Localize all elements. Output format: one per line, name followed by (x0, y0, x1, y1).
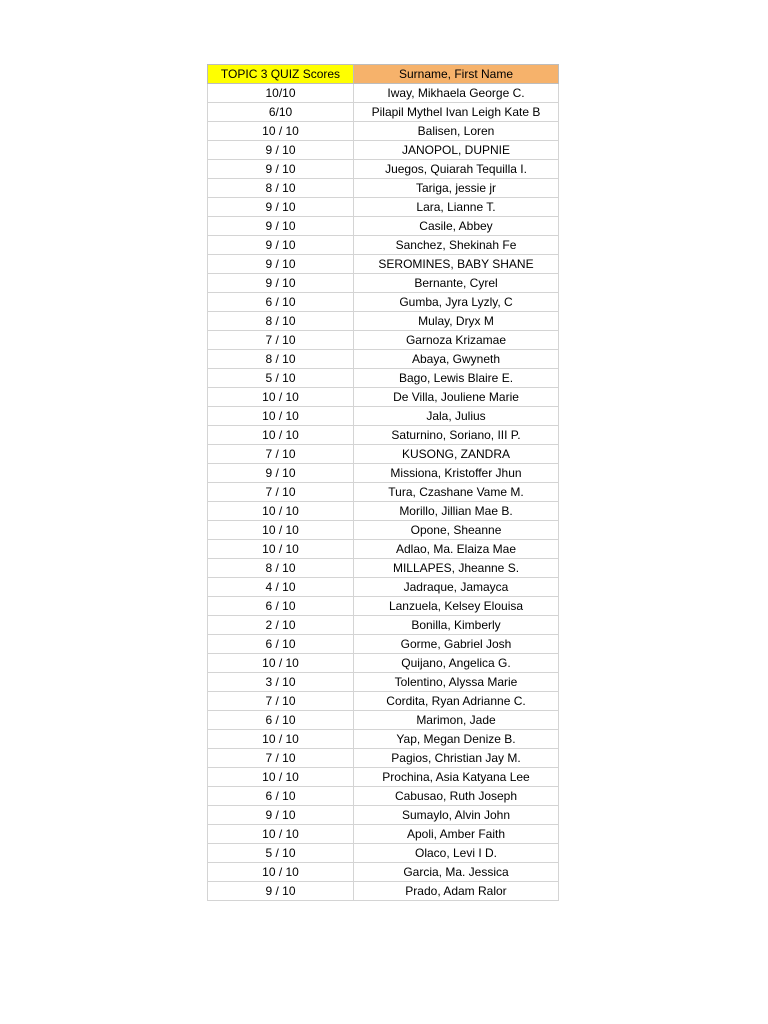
score-cell[interactable]: 10/10 (208, 84, 354, 103)
score-cell[interactable]: 8 / 10 (208, 179, 354, 198)
table-row (208, 578, 559, 597)
name-cell[interactable]: Prado, Adam Ralor (354, 882, 559, 901)
table-row (208, 84, 559, 103)
table-row (208, 692, 559, 711)
name-cell[interactable]: Lanzuela, Kelsey Elouisa (354, 597, 559, 616)
table-row (208, 597, 559, 616)
table-row (208, 274, 559, 293)
score-cell[interactable]: 10 / 10 (208, 521, 354, 540)
table-row (208, 464, 559, 483)
table-row (208, 711, 559, 730)
table-row (208, 654, 559, 673)
score-cell[interactable]: 9 / 10 (208, 464, 354, 483)
table-row (208, 312, 559, 331)
name-cell[interactable]: SEROMINES, BABY SHANE (354, 255, 559, 274)
score-cell[interactable]: 10 / 10 (208, 426, 354, 445)
score-cell[interactable]: 9 / 10 (208, 274, 354, 293)
score-cell[interactable]: 6 / 10 (208, 293, 354, 312)
table-row (208, 293, 559, 312)
table-row (208, 407, 559, 426)
name-cell[interactable]: KUSONG, ZANDRA (354, 445, 559, 464)
name-cell[interactable]: Sumaylo, Alvin John (354, 806, 559, 825)
name-cell[interactable]: Sanchez, Shekinah Fe (354, 236, 559, 255)
name-cell[interactable]: Lara, Lianne T. (354, 198, 559, 217)
name-cell[interactable]: Bonilla, Kimberly (354, 616, 559, 635)
score-cell[interactable]: 10 / 10 (208, 407, 354, 426)
table-row (208, 483, 559, 502)
name-cell[interactable]: MILLAPES, Jheanne S. (354, 559, 559, 578)
quiz-scores-table (207, 64, 559, 901)
name-cell[interactable]: Yap, Megan Denize B. (354, 730, 559, 749)
table-row (208, 141, 559, 160)
score-cell[interactable]: 10 / 10 (208, 825, 354, 844)
score-cell[interactable]: 5 / 10 (208, 844, 354, 863)
score-cell[interactable]: 7 / 10 (208, 483, 354, 502)
score-cell[interactable]: 10 / 10 (208, 768, 354, 787)
table-row (208, 844, 559, 863)
score-cell[interactable]: 4 / 10 (208, 578, 354, 597)
score-cell[interactable]: 8 / 10 (208, 312, 354, 331)
score-cell[interactable]: 6 / 10 (208, 711, 354, 730)
name-cell[interactable]: Gorme, Gabriel Josh (354, 635, 559, 654)
table-row (208, 103, 559, 122)
name-cell[interactable]: Quijano, Angelica G. (354, 654, 559, 673)
table-row (208, 350, 559, 369)
table-row (208, 445, 559, 464)
table-row (208, 749, 559, 768)
name-cell[interactable]: Casile, Abbey (354, 217, 559, 236)
name-cell[interactable]: Abaya, Gwyneth (354, 350, 559, 369)
name-cell[interactable]: Bernante, Cyrel (354, 274, 559, 293)
name-cell[interactable]: Mulay, Dryx M (354, 312, 559, 331)
table-row (208, 635, 559, 654)
table-header (208, 65, 559, 84)
name-cell[interactable]: Gumba, Jyra Lyzly, C (354, 293, 559, 312)
table-row (208, 863, 559, 882)
table-row (208, 388, 559, 407)
score-cell[interactable]: 7 / 10 (208, 331, 354, 350)
table-row (208, 198, 559, 217)
name-cell[interactable]: Bago, Lewis Blaire E. (354, 369, 559, 388)
table-row (208, 426, 559, 445)
score-cell[interactable]: 10 / 10 (208, 730, 354, 749)
score-cell[interactable]: 10 / 10 (208, 654, 354, 673)
table-row (208, 521, 559, 540)
score-cell[interactable]: 6/10 (208, 103, 354, 122)
name-cell[interactable]: Missiona, Kristoffer Jhun (354, 464, 559, 483)
name-cell[interactable]: Adlao, Ma. Elaiza Mae (354, 540, 559, 559)
table-row (208, 882, 559, 901)
score-cell[interactable]: 6 / 10 (208, 597, 354, 616)
name-cell[interactable]: Prochina, Asia Katyana Lee (354, 768, 559, 787)
score-cell[interactable]: 6 / 10 (208, 635, 354, 654)
table-row (208, 673, 559, 692)
name-cell[interactable]: Apoli, Amber Faith (354, 825, 559, 844)
name-cell[interactable]: Garcia, Ma. Jessica (354, 863, 559, 882)
table-row (208, 217, 559, 236)
score-cell[interactable]: 6 / 10 (208, 787, 354, 806)
score-cell[interactable]: 9 / 10 (208, 255, 354, 274)
table-row (208, 806, 559, 825)
name-cell[interactable]: Iway, Mikhaela George C. (354, 84, 559, 103)
table-row (208, 255, 559, 274)
table-row (208, 768, 559, 787)
name-cell[interactable]: Juegos, Quiarah Tequilla I. (354, 160, 559, 179)
score-cell[interactable]: 9 / 10 (208, 806, 354, 825)
score-cell[interactable]: 9 / 10 (208, 141, 354, 160)
name-cell[interactable]: Cordita, Ryan Adrianne C. (354, 692, 559, 711)
score-cell[interactable]: 7 / 10 (208, 445, 354, 464)
name-cell[interactable]: Opone, Sheanne (354, 521, 559, 540)
score-cell[interactable]: 5 / 10 (208, 369, 354, 388)
table-row (208, 122, 559, 141)
name-cell[interactable]: Saturnino, Soriano, III P. (354, 426, 559, 445)
score-cell[interactable]: 9 / 10 (208, 217, 354, 236)
table-row (208, 730, 559, 749)
score-cell[interactable]: 10 / 10 (208, 502, 354, 521)
score-cell[interactable]: 9 / 10 (208, 882, 354, 901)
table-row (208, 540, 559, 559)
score-cell[interactable]: 9 / 10 (208, 160, 354, 179)
name-cell[interactable]: JANOPOL, DUPNIE (354, 141, 559, 160)
name-cell[interactable]: Tariga, jessie jr (354, 179, 559, 198)
name-cell[interactable]: Jala, Julius (354, 407, 559, 426)
table-row (208, 160, 559, 179)
header-row (208, 65, 559, 84)
table-row (208, 825, 559, 844)
score-cell[interactable]: 3 / 10 (208, 673, 354, 692)
table-row (208, 236, 559, 255)
name-cell[interactable]: Balisen, Loren (354, 122, 559, 141)
name-cell[interactable]: Pagios, Christian Jay M. (354, 749, 559, 768)
score-cell[interactable]: 2 / 10 (208, 616, 354, 635)
score-cell[interactable]: 10 / 10 (208, 122, 354, 141)
table-row (208, 559, 559, 578)
score-cell[interactable]: 8 / 10 (208, 350, 354, 369)
name-cell[interactable]: Tolentino, Alyssa Marie (354, 673, 559, 692)
score-cell[interactable]: 10 / 10 (208, 388, 354, 407)
score-column-header[interactable]: TOPIC 3 QUIZ Scores (208, 65, 354, 84)
table-row (208, 502, 559, 521)
name-cell[interactable]: Jadraque, Jamayca (354, 578, 559, 597)
score-cell[interactable]: 10 / 10 (208, 540, 354, 559)
name-cell[interactable]: Tura, Czashane Vame M. (354, 483, 559, 502)
table-row (208, 787, 559, 806)
name-column-header[interactable]: Surname, First Name (354, 65, 559, 84)
name-cell[interactable]: Cabusao, Ruth Joseph (354, 787, 559, 806)
name-cell[interactable]: Olaco, Levi I D. (354, 844, 559, 863)
name-cell[interactable]: Pilapil Mythel Ivan Leigh Kate B (354, 103, 559, 122)
table-row (208, 369, 559, 388)
name-cell[interactable]: De Villa, Jouliene Marie (354, 388, 559, 407)
score-cell[interactable]: 10 / 10 (208, 863, 354, 882)
name-cell[interactable]: Garnoza Krizamae (354, 331, 559, 350)
score-cell[interactable]: 9 / 10 (208, 236, 354, 255)
score-cell[interactable]: 9 / 10 (208, 198, 354, 217)
name-cell[interactable]: Marimon, Jade (354, 711, 559, 730)
score-cell[interactable]: 8 / 10 (208, 559, 354, 578)
table-row (208, 331, 559, 350)
score-cell[interactable]: 7 / 10 (208, 692, 354, 711)
score-cell[interactable]: 7 / 10 (208, 749, 354, 768)
name-cell[interactable]: Morillo, Jillian Mae B. (354, 502, 559, 521)
table-row (208, 179, 559, 198)
table-row (208, 616, 559, 635)
table-body (208, 84, 559, 901)
